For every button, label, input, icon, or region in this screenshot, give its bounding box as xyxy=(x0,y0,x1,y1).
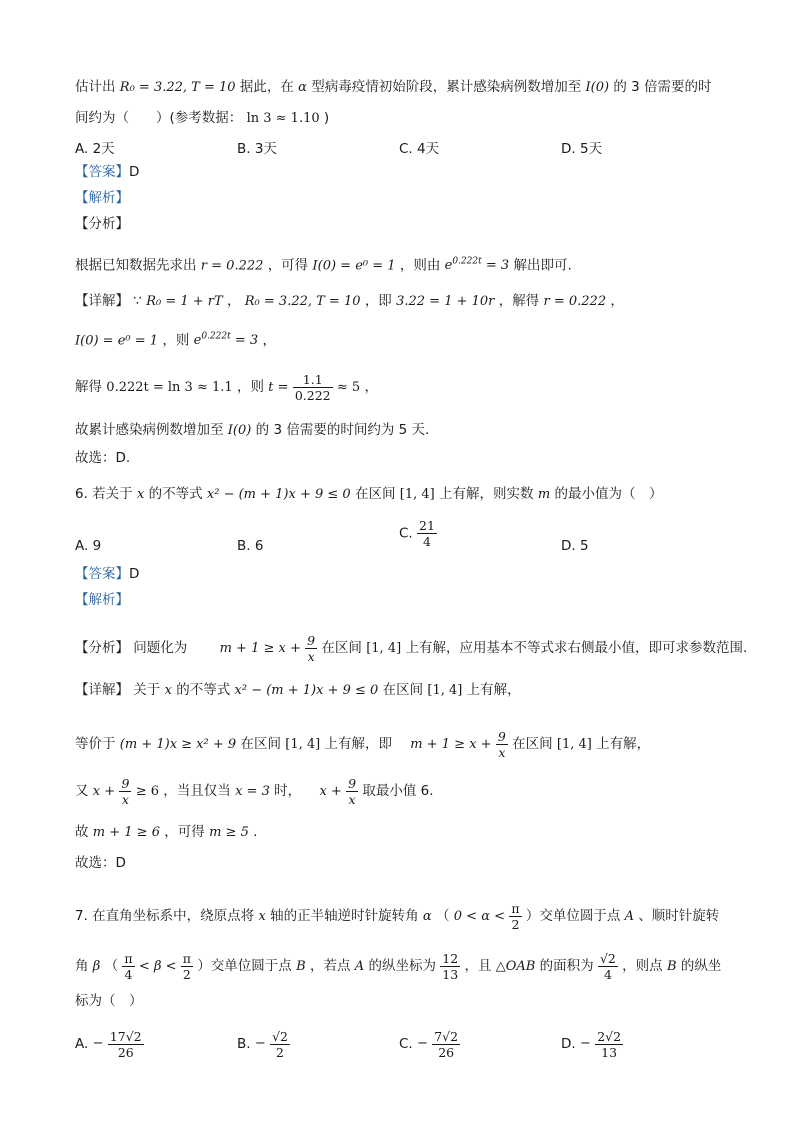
math: B xyxy=(296,959,306,974)
q5-detail-line-2 xyxy=(75,327,755,351)
q6-option-d: D. 5 xyxy=(561,538,589,554)
text: 间约为（ ）(参考数据： xyxy=(75,110,243,126)
q7-stem-line-3: 标为（ ） xyxy=(75,993,143,1009)
text: ∵ xyxy=(133,293,142,309)
math-ln3: ln 3 ≈ 1.10 xyxy=(246,111,320,126)
fraction: $\frac{9}{x}$ xyxy=(497,728,506,760)
math-exp: $e^{0.222t} = 3$ xyxy=(444,257,510,274)
q5-option-c: C. 4天 xyxy=(399,141,440,157)
text: 的面积为 xyxy=(539,958,594,974)
text: ，可得 xyxy=(267,257,309,274)
text: 故 xyxy=(75,824,89,840)
text: ，且 xyxy=(464,958,492,974)
q7-stem-line-2 xyxy=(75,946,755,987)
fraction: $\frac{17√2}{26}$ xyxy=(109,1028,142,1060)
text: 在区间 xyxy=(240,736,281,752)
q6-option-a: A. 9 xyxy=(75,538,102,554)
text: 轴的正半轴逆时针旋转角 xyxy=(270,908,419,924)
answer-value: D xyxy=(129,164,140,180)
text: 在区间 xyxy=(355,486,396,502)
math: 3.22 = 1 + 10r xyxy=(396,294,495,309)
text: ，则由 xyxy=(399,257,441,274)
fraction: $\frac{21}{4}$ xyxy=(419,518,435,549)
q5-option-b: B. 3天 xyxy=(237,141,277,157)
fraction: $\frac{1.1}{0.222}$ xyxy=(294,371,331,403)
text: 的不等式 xyxy=(176,682,231,698)
math: x xyxy=(258,909,266,924)
math: r = 0.222 xyxy=(200,258,264,274)
text: 在区间 xyxy=(321,640,362,656)
text: 上有解， xyxy=(596,736,651,752)
math: x xyxy=(164,683,172,698)
math: r = 0.222 xyxy=(543,294,607,309)
math: ≥ 6 xyxy=(135,784,159,799)
text: 上有解，即 xyxy=(324,736,392,752)
q6-detail-line-3 xyxy=(75,773,755,810)
text: 取最小值 6. xyxy=(362,783,434,799)
text: ， xyxy=(610,293,624,309)
math: R₀ = 1 + rT xyxy=(146,294,223,309)
q5-detail-line-3 xyxy=(75,371,755,404)
math: t = xyxy=(268,380,289,395)
math-interval: [1, 4] xyxy=(427,683,463,698)
q5-fenxi-tag: 【分析】 xyxy=(75,216,129,232)
text: 的 3 倍需要的时 xyxy=(613,79,712,95)
q5-choose: 故选：D. xyxy=(75,450,131,466)
math: 0 < α < xyxy=(453,909,506,924)
q5-detail-line-1 xyxy=(75,291,755,312)
math: ≈ 5 xyxy=(336,380,361,395)
text: 在区间 xyxy=(512,736,553,752)
q7-option-b: B. − $\frac{√2}{2}$ xyxy=(237,1028,288,1060)
text: 根据已知数据先求出 xyxy=(75,257,197,274)
math-inequality: x² − (m + 1)x + 9 ≤ 0 xyxy=(206,487,351,502)
text: 6. 若关于 xyxy=(75,486,133,502)
fraction: $\frac{7√2}{26}$ xyxy=(434,1028,459,1060)
q6-detail-line-2 xyxy=(75,726,755,763)
text: 问题化为 xyxy=(133,640,188,656)
text: 上有解， xyxy=(466,682,521,698)
q7-option-d: D. − $\frac{2√2}{13}$ xyxy=(561,1028,622,1060)
text: ，若点 xyxy=(309,958,351,974)
q5-analysis xyxy=(75,252,755,276)
text: 的不等式 xyxy=(148,486,203,502)
text: ，则 xyxy=(162,332,190,349)
math: m ≥ 5 xyxy=(209,825,249,840)
math: I(0) = e⁰ = 1 xyxy=(312,258,396,274)
q6-choose: 故选：D xyxy=(75,855,126,871)
q6-stem xyxy=(75,484,755,505)
text: 故累计感染病例数增加至 xyxy=(75,422,224,438)
math: A xyxy=(624,909,635,924)
answer-tag: 【答案】 xyxy=(75,164,129,180)
math: I(0) xyxy=(227,423,252,438)
text: 的最小值为（ ） xyxy=(554,486,663,502)
text: 的纵坐 xyxy=(680,958,722,974)
math: x = 3 xyxy=(235,784,270,799)
answer-tag: 【答案】 xyxy=(75,566,129,582)
detail-tag: 【详解】 xyxy=(75,293,129,309)
text: 上有解，应用基本不等式求右侧最小值，即可求参数范围. xyxy=(405,640,748,656)
text: ，解得 xyxy=(498,293,540,309)
text: ，可得 xyxy=(164,824,205,840)
math: < β < xyxy=(138,959,177,974)
q7-option-a: A. − $\frac{17√2}{26}$ xyxy=(75,1028,142,1060)
math: m xyxy=(537,487,551,502)
q5-jiexi-tag: 【解析】 xyxy=(75,190,129,206)
q5-stem-line-2 xyxy=(75,108,755,129)
math: x² − (m + 1)x + 9 ≤ 0 xyxy=(234,683,379,698)
q6-analysis xyxy=(75,632,755,665)
fraction: $\frac{9}{x}$ xyxy=(348,775,357,807)
math-exp: $e^{0.222t} = 3$ xyxy=(193,332,259,349)
math: (m + 1)x ≥ x² + 9 xyxy=(119,737,237,752)
math: α xyxy=(422,909,432,924)
q5-option-a: A. 2天 xyxy=(75,141,115,157)
fraction: $\frac{9}{x}$ xyxy=(307,632,316,664)
text: 角 xyxy=(75,958,89,974)
q5-answer xyxy=(75,162,755,182)
text: 7. 在直角坐标系中，绕原点将 xyxy=(75,908,255,924)
math: I(0) = e⁰ = 1 xyxy=(75,333,159,349)
fraction: $\frac{√2}{4}$ xyxy=(599,950,616,982)
math: 0.222t = ln 3 ≈ 1.1 xyxy=(106,380,233,395)
text: ) xyxy=(323,110,330,126)
math: R₀ = 3.22, T = 10 xyxy=(244,294,361,309)
answer-value: D xyxy=(129,566,140,582)
math-alpha: α xyxy=(298,80,307,95)
text: ）交单位圆于点 xyxy=(525,908,621,924)
fraction: $\frac{2√2}{13}$ xyxy=(597,1028,622,1060)
math: x + xyxy=(319,784,342,799)
detail-tag: 【详解】 xyxy=(75,682,129,698)
text: 时， xyxy=(274,783,302,799)
q5-detail-line-4 xyxy=(75,420,755,441)
text: ，当且仅当 xyxy=(163,783,231,799)
text: 又 xyxy=(75,783,89,799)
math: x xyxy=(136,487,145,502)
math: x + xyxy=(92,784,116,799)
text: 据此，在 xyxy=(239,79,294,95)
q5-stem-line-1 xyxy=(75,77,755,98)
text: ，则点 xyxy=(622,958,663,974)
text: ， xyxy=(364,379,378,395)
fenxi-tag: 【分析】 xyxy=(75,640,129,656)
text: 等价于 xyxy=(75,736,116,752)
text: 的纵坐标为 xyxy=(368,958,436,974)
text: 、顺时针旋转 xyxy=(638,908,720,924)
math: m + 1 ≥ x + xyxy=(410,737,492,752)
q6-answer xyxy=(75,564,755,584)
text: 的 3 倍需要的时间约为 5 天. xyxy=(255,422,430,438)
q7-stem-line-1 xyxy=(75,898,755,935)
math-interval: [1, 4] xyxy=(556,737,592,752)
text: ，则 xyxy=(236,379,264,395)
q6-detail-line-1 xyxy=(75,680,755,701)
text: 上有解，则实数 xyxy=(439,486,534,502)
fraction: $\frac{12}{13}$ xyxy=(442,950,459,982)
math-interval: [1, 4] xyxy=(366,641,402,656)
math: A xyxy=(354,959,365,974)
text: . xyxy=(253,824,258,840)
math: m + 1 ≥ x + xyxy=(219,641,301,656)
math-r0-t: R₀ = 3.22, T = 10 xyxy=(119,80,236,95)
q6-option-c: C. $\frac{21}{4}$ xyxy=(399,518,435,549)
fraction: $\frac{√2}{2}$ xyxy=(272,1028,288,1060)
q7-option-c: C. − $\frac{7√2}{26}$ xyxy=(399,1028,459,1060)
text: 型病毒疫情初始阶段，累计感染病例数增加至 xyxy=(311,79,582,95)
math: β xyxy=(92,959,101,974)
q6-option-b: B. 6 xyxy=(237,538,264,554)
text: 关于 xyxy=(133,682,161,698)
text: ， xyxy=(262,332,276,349)
q6-jiexi-tag: 【解析】 xyxy=(75,592,129,608)
math-interval: [1, 4] xyxy=(285,737,321,752)
text: （ xyxy=(435,908,450,924)
q6-detail-line-4 xyxy=(75,822,755,843)
math: B xyxy=(666,959,677,974)
math-interval: [1, 4] xyxy=(399,487,435,502)
fraction: $\frac{\pi}{4}$ xyxy=(124,950,133,982)
q5-option-d: D. 5天 xyxy=(561,141,603,157)
text: 解出即可. xyxy=(513,257,572,274)
fraction: $\frac{\pi}{2}$ xyxy=(182,950,192,982)
fraction: $\frac{\pi}{2}$ xyxy=(511,900,520,932)
fraction: $\frac{9}{x}$ xyxy=(121,775,130,807)
text: 解得 xyxy=(75,379,102,395)
text: （ xyxy=(104,958,119,974)
text: ）交单位圆于点 xyxy=(197,958,292,974)
math: △OAB xyxy=(495,959,536,974)
text: ， xyxy=(226,293,241,309)
math-i0: I(0) xyxy=(585,80,610,95)
math: m + 1 ≥ 6 xyxy=(92,825,160,840)
text: 估计出 xyxy=(75,79,116,95)
text: 在区间 xyxy=(382,682,424,698)
text: ，即 xyxy=(364,293,392,309)
